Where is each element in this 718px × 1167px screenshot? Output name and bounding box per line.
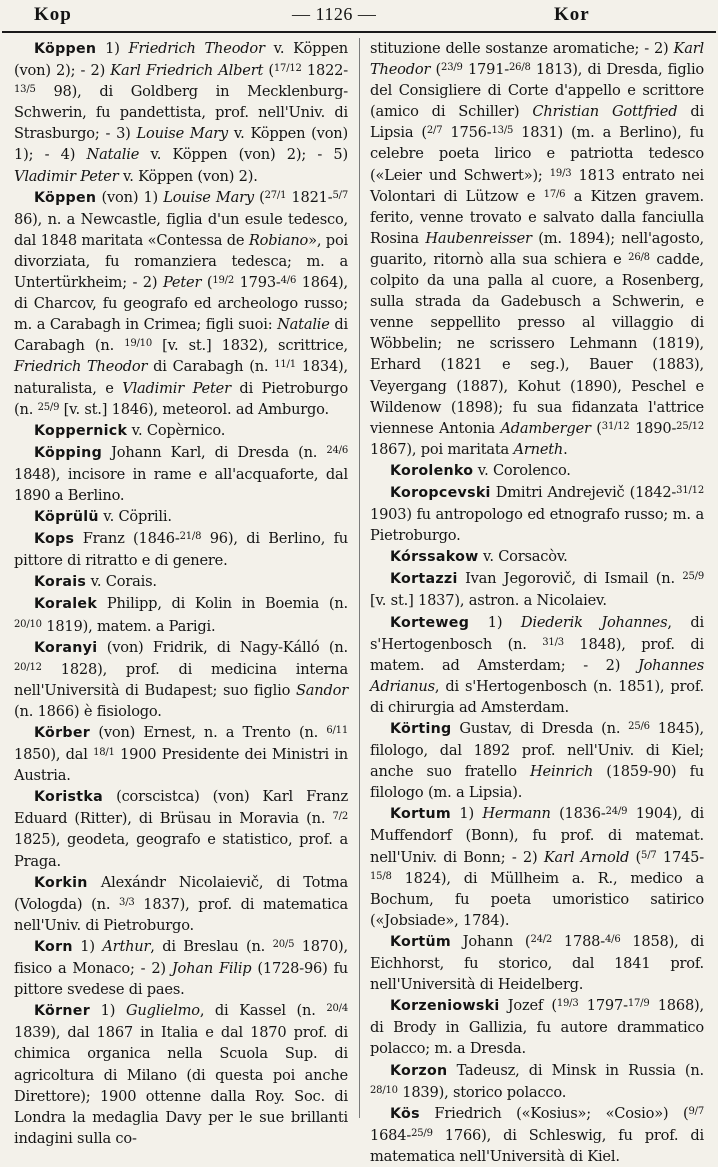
entry-text: ( — [629, 848, 642, 866]
entry-text: di Pietroburgo (n. — [14, 379, 349, 418]
date-fraction: 20/5 — [272, 938, 295, 950]
date-fraction: 25/9 — [411, 1127, 433, 1139]
entry-text: stituzione delle sostanze aromatiche; - 2) — [370, 40, 674, 57]
entry-text: Ivan Jegorovič, di Ismail (n. — [457, 570, 683, 588]
italic-name: Johannes Adrianus — [370, 656, 704, 695]
date-fraction: 20/12 — [14, 661, 42, 673]
entry-text: 1837), prof. di matematica nell'Univ. di Pietroburgo. — [14, 895, 348, 934]
dictionary-entry-koranyi — [14, 637, 348, 722]
entry-text: v. Köppen (von) 2); - 5) — [139, 146, 349, 164]
italic-name: Robiano — [248, 231, 309, 249]
entry-headword: Koranyi — [34, 639, 98, 656]
entry-headword: Köppen — [34, 189, 97, 206]
entry-text: 1867), poi maritata — [370, 440, 514, 458]
entry-text: ( — [430, 61, 442, 79]
entry-text: [v. st.] 1846), meteorol. ad Amburgo. — [59, 400, 329, 418]
date-fraction: 17/6 — [543, 188, 566, 200]
entry-text: , di Kassel (n. — [199, 1002, 327, 1020]
entry-text: (von) Ernest, n. a Trento (n. — [90, 724, 327, 741]
right-column — [370, 38, 704, 1167]
entry-headword: Koristka — [34, 789, 103, 806]
entry-text: 1890- — [629, 419, 677, 437]
date-fraction: 26/8 — [628, 251, 650, 263]
entry-text: Johann ( — [450, 932, 531, 950]
entry-headword: Korn — [34, 938, 73, 955]
entry-text: v. Copèrnico. — [127, 421, 226, 439]
date-fraction: 4/6 — [280, 275, 297, 287]
entry-text: », poi divorziata, fu romanziera tedesca; m. a Untertürkheim; - 2) — [14, 231, 348, 292]
date-fraction: 5/7 — [332, 189, 349, 201]
entry-text: di Carabagh (n. — [147, 358, 275, 376]
entry-text: 1870), fisico a Monaco; - 2) — [14, 937, 348, 978]
date-fraction: 4/6 — [604, 933, 621, 945]
entry-text: . — [563, 440, 568, 458]
entry-text: 1) — [469, 613, 521, 631]
entry-text: 1684- — [370, 1126, 412, 1144]
entry-text: v. Corolenco. — [473, 461, 571, 479]
dictionary-entry-kops — [14, 528, 348, 571]
entry-text: v. Köppen (von) 2). — [118, 167, 258, 185]
dictionary-entry-korteweg — [370, 612, 704, 718]
entry-headword: Körting — [390, 721, 452, 737]
entry-headword: Köpping — [34, 444, 103, 461]
entry-text: 1788- — [552, 932, 605, 950]
date-fraction: 23/9 — [441, 62, 463, 74]
dictionary-entry-koprulu — [14, 506, 348, 528]
dictionary-entry-koralek — [14, 593, 348, 636]
entry-headword: Korolenko — [390, 462, 474, 479]
date-fraction: 28/10 — [370, 1084, 398, 1096]
entry-text: 1834), naturalista, e — [14, 358, 348, 397]
entry-text: Tadeusz, di Minsk in Russia (n. — [447, 1061, 704, 1079]
entry-headword: Kortazzi — [390, 571, 458, 588]
page-header — [0, 2, 718, 34]
entry-text: 1756- — [442, 124, 492, 142]
entry-text: ( — [253, 188, 265, 206]
date-fraction: 11/1 — [274, 359, 296, 371]
italic-name: Sandor — [295, 681, 348, 699]
entry-headword: Korkin — [34, 874, 88, 891]
date-fraction: 24/6 — [326, 444, 348, 456]
italic-name: Friedrich Theodor — [14, 358, 148, 376]
entry-text: cadde, colpito da una palla al cuore, a Rosenberg, sulla strada da Gadebusch a Schwerin, e venne seppellito presso al villaggio di Wöbbelin; ne scrissero Lehmann (1819), Erhard (1821 e seg.), Bauer (1883), Veyergang (1887), Kohut (1890), Peschel e Wildenow (1898); fu sua fidanzata l'attrice viennese Antonia — [370, 250, 704, 437]
entry-text: v. Corais. — [86, 573, 157, 591]
entry-headword: Köprülü — [34, 509, 99, 526]
date-fraction: 6/11 — [326, 725, 348, 736]
entry-text: (1836- — [550, 805, 606, 823]
italic-name: Christian Gottfried — [532, 103, 678, 121]
entry-text: 1745- — [656, 848, 704, 866]
entry-text: 1766), di Schleswig, fu prof. di matematica nell'Università di Kiel. — [370, 1126, 704, 1165]
entry-text: 1813 entrato nei Volontari di Lützow e — [370, 166, 705, 205]
entry-text: , di s'Hertogenbosch (n. — [370, 613, 704, 653]
entry-text: 1797- — [578, 997, 628, 1015]
entry-text: (n. 1866) è fisiologo. — [14, 702, 162, 720]
entry-text: [v. st.] 1832), scrittrice, — [152, 337, 348, 355]
entry-text: Johann Karl, di Dresda (n. — [102, 443, 327, 461]
date-fraction: 17/12 — [273, 63, 302, 75]
entry-text: ( — [590, 419, 602, 437]
entry-text: 1821- — [286, 188, 333, 206]
dictionary-entry-koppen-1 — [14, 38, 348, 187]
left-column — [14, 38, 348, 1149]
entry-headword: Koppernick — [34, 422, 128, 439]
entry-text: 1819), matem. a Parigi. — [41, 617, 216, 635]
date-fraction: 20/10 — [14, 618, 42, 630]
entry-text: 1845), filologo, dal 1892 prof. nell'Univ. di Kiel; anche suo fratello — [370, 720, 704, 781]
entry-text: v. Corsacòv. — [478, 548, 568, 566]
entry-text: 1) — [90, 1002, 126, 1020]
entry-headword: Koralek — [34, 596, 98, 613]
italic-name: Louise Mary — [163, 188, 254, 206]
entry-headword: Kortum — [390, 806, 451, 823]
entry-text: ( — [201, 274, 213, 292]
date-fraction: 13/5 — [14, 84, 36, 96]
entry-text: 1) — [450, 805, 483, 823]
date-fraction: 25/9 — [682, 571, 704, 583]
page-number: — 1126 — — [292, 4, 377, 24]
dictionary-entry-korzeniowski — [370, 995, 704, 1059]
entry-text: (1859-90) fu filologo (m. a Lipsia). — [370, 763, 704, 802]
dictionary-entry-korolenko — [370, 460, 704, 482]
entry-text: 1903) fu antropologo ed etnografo russo; m. a Pietroburgo. — [370, 506, 704, 545]
entry-text: 1793- — [233, 274, 281, 292]
entry-text: Jozef ( — [499, 997, 557, 1015]
entry-text: 1825), geodeta, geografo e statistico, prof. a Praga. — [14, 831, 348, 870]
date-fraction: 31/12 — [601, 420, 630, 432]
italic-name: Arthur — [102, 937, 151, 955]
date-fraction: 19/2 — [212, 275, 234, 287]
date-fraction: 25/12 — [676, 420, 704, 432]
italic-name: Arneth — [513, 440, 564, 458]
entry-text: 1848), incisore in rame e all'acquaforte, dal 1890 a Berlino. — [14, 465, 348, 504]
entry-text: 1864), di Charcov, fu geografo ed archeologo russo; m. a Carabagh in Crimea; figli suoi: — [14, 274, 348, 334]
italic-name: Vladimir Peter — [122, 379, 231, 397]
column-divider — [359, 38, 360, 1118]
date-fraction: 31/3 — [542, 636, 564, 648]
date-fraction: 19/3 — [556, 998, 579, 1010]
dictionary-entry-korssakow — [370, 546, 704, 568]
entry-headword: Koropcevski — [390, 484, 491, 501]
italic-name: Karl Theodor — [370, 40, 704, 79]
entry-text: 1) — [96, 40, 129, 57]
entry-headword: Kops — [34, 531, 75, 548]
italic-name: Hermann — [482, 805, 551, 823]
date-fraction: 24/9 — [605, 806, 628, 818]
entry-text: di Lipsia ( — [370, 103, 704, 142]
date-fraction: 18/1 — [93, 747, 115, 759]
entry-text: 86), n. a Newcastle, figlia d'un esule tedesco, dal 1848 maritata «Contessa de — [14, 210, 348, 249]
date-fraction: 9/7 — [688, 1105, 704, 1117]
dictionary-entry-korting — [370, 718, 704, 803]
entry-text: 1824), di Müllheim a. R., medico a Bochum, fu poeta umoristico satirico («Jobsiade», 1784). — [370, 869, 704, 929]
italic-name: Louise Mary — [136, 125, 228, 143]
entry-text: , di s'Hertogenbosch (n. 1851), prof. di chirurgia ad Amsterdam. — [370, 677, 704, 716]
entry-text: v. Köppen (von) 1); - 4) — [14, 125, 348, 164]
italic-name: Vladimir Peter — [14, 167, 119, 185]
entry-headword: Korzeniowski — [390, 998, 500, 1015]
date-fraction: 31/12 — [676, 484, 704, 496]
entry-text: 1) — [72, 937, 103, 955]
entry-text: a Kitzen gravem. ferito, venne trovato e salvato dalla fanciulla Rosina — [370, 187, 704, 247]
italic-name: Heinrich — [529, 763, 594, 781]
dictionary-entry-korn — [14, 936, 348, 1000]
entry-text: Friedrich («Kosius»; «Cosio») ( — [419, 1104, 689, 1122]
dictionary-entry-kortum-johann — [370, 931, 704, 995]
entry-text: (1728-96) fu pittore svedese di paes. — [14, 960, 348, 999]
entry-text: , di Breslau (n. — [150, 937, 273, 955]
entry-text: 1848), prof. di matem. ad Amsterdam; - 2) — [370, 635, 704, 674]
date-fraction: 3/3 — [119, 896, 135, 908]
date-fraction: 2/7 — [426, 125, 443, 137]
entry-text: v. Köppen (von) 2); - 2) — [14, 40, 348, 80]
entry-text: 1822- — [301, 62, 348, 80]
entry-text: 1900 Presidente dei Ministri in Austria. — [14, 746, 348, 785]
dictionary-entry-korais — [14, 571, 348, 593]
entry-headword: Kös — [390, 1105, 420, 1122]
dictionary-entry-korber — [14, 722, 348, 786]
entry-text: (m. 1894); nell'agosto, guarito, ritornò alla sua schiera e — [370, 229, 704, 268]
dictionary-entry-korner — [14, 1000, 348, 1149]
running-head-left: Kop — [34, 4, 72, 25]
entry-text: 1828), prof. di medicina interna nell'Università di Budapest; suo figlio — [14, 660, 348, 699]
entry-text: (von) Fridrik, di Nagy-Kálló (n. — [97, 638, 348, 656]
entry-text: 1850), dal — [14, 746, 94, 764]
entry-headword: Kórssakow — [390, 549, 479, 566]
italic-name: Friedrich Theodor — [128, 40, 265, 57]
entry-text: Franz (1846- — [74, 530, 180, 548]
date-fraction: 15/8 — [370, 870, 392, 882]
date-fraction: 19/3 — [549, 167, 572, 179]
entry-text: 1904), di Muffendorf (Bonn), fu prof. di matemat. nell'Univ. di Bonn; - 2) — [370, 805, 704, 866]
entry-text: [v. st.] 1837), astron. a Nicolaiev. — [370, 592, 607, 610]
running-head-right: Kor — [554, 4, 590, 25]
entry-text: v. Cöprili. — [98, 508, 172, 526]
entry-headword: Köppen — [34, 41, 97, 57]
italic-name: Natalie — [86, 146, 140, 164]
date-fraction: 24/2 — [530, 933, 553, 945]
entry-text: 1813), di Dresda, figlio del Consigliere di Corte d'appello e scrittore (amico di Schiller) — [370, 61, 704, 121]
dictionary-entry-kortum — [370, 803, 704, 931]
dictionary-entry-kopping — [14, 442, 348, 506]
date-fraction: 21/8 — [179, 531, 202, 543]
entry-text: 98), di Goldberg in Mecklenburg-Schwerin, fu pandettista, prof. nell'Univ. di Strasburgo; - 3) — [14, 83, 348, 143]
dictionary-entry-koropcevski — [370, 482, 704, 546]
date-fraction: 7/2 — [332, 811, 348, 823]
dictionary-entry-korkin — [14, 872, 348, 936]
dictionary-entry-kortazzi — [370, 568, 704, 611]
italic-name: Johan Filip — [171, 960, 252, 978]
date-fraction: 27/1 — [264, 189, 287, 201]
dictionary-entry-korzon — [370, 1060, 704, 1103]
entry-text: di Carabagh (n. — [14, 316, 348, 355]
entry-text: Dmitri Andrejevič (1842- — [490, 483, 677, 501]
entry-text: 1839), storico polacco. — [397, 1083, 567, 1101]
entry-headword: Kortüm — [390, 933, 451, 950]
date-fraction: 25/6 — [628, 721, 650, 732]
entry-text: (corscistca) (von) Karl Franz Eduard (Ritter), di Brüsau in Moravia (n. — [14, 788, 348, 828]
date-fraction: 25/9 — [37, 401, 60, 413]
entry-headword: Korais — [34, 574, 87, 591]
entry-headword: Körner — [34, 1003, 91, 1020]
italic-name: Diederik Johannes — [520, 613, 668, 631]
dictionary-entry-korner-cont — [370, 38, 704, 460]
entry-text: ( — [263, 62, 274, 80]
entry-text: 1868), di Brody in Gallizia, fu autore drammatico polacco; m. a Dresda. — [370, 997, 704, 1058]
date-fraction: 19/10 — [124, 338, 153, 350]
italic-name: Guglielmo — [125, 1002, 200, 1020]
date-fraction: 20/4 — [326, 1003, 348, 1015]
italic-name: Natalie — [277, 316, 330, 334]
dictionary-entry-koristka — [14, 786, 348, 871]
italic-name: Karl Friedrich Albert — [110, 62, 264, 80]
date-fraction: 5/7 — [641, 849, 657, 861]
entry-text: 1839), dal 1867 in Italia e dal 1870 prof. di chimica organica nella Scuola Sup. di agricoltura di Milano (di questa poi anche Direttore); 1900 ottenne dalla Roy. Soc. di Londra la medaglia Davy per le sue brillanti indagini sulla co- — [14, 1024, 348, 1147]
entry-text: Philipp, di Kolin in Boemia (n. — [97, 595, 348, 613]
dictionary-entry-koppen-von — [14, 187, 348, 420]
italic-name: Haubenreisser — [425, 229, 532, 247]
entry-text: Gustav, di Dresda (n. — [451, 720, 629, 737]
date-fraction: 13/5 — [491, 125, 514, 137]
date-fraction: 26/8 — [509, 62, 531, 74]
entry-text: Alexándr Nicolaievič, di Totma (Vologda) (n. — [14, 873, 348, 913]
header-rule — [2, 31, 716, 33]
entry-text: (von) 1) — [96, 188, 164, 206]
italic-name: Peter — [162, 274, 202, 292]
entry-text: 96), di Berlino, fu pittore di ritratto e di genere. — [14, 530, 348, 570]
date-fraction: 17/9 — [627, 998, 650, 1010]
entry-text: 1831) (m. a Berlino), fu celebre poeta lirico e patriotta tedesco («Leier und Schwert»); — [370, 124, 705, 184]
entry-headword: Korzon — [390, 1062, 448, 1079]
entry-headword: Korteweg — [390, 614, 470, 631]
dictionary-entry-koppernick — [14, 420, 348, 442]
italic-name: Karl Arnold — [543, 848, 630, 866]
entry-text: 1858), di Eichhorst, fu storico, dal 1841 prof. nell'Università di Heidelberg. — [370, 932, 704, 994]
entry-headword: Körber — [34, 725, 91, 741]
italic-name: Adamberger — [500, 419, 591, 437]
dictionary-entry-kos — [370, 1103, 704, 1167]
entry-text: 1791- — [462, 61, 510, 79]
